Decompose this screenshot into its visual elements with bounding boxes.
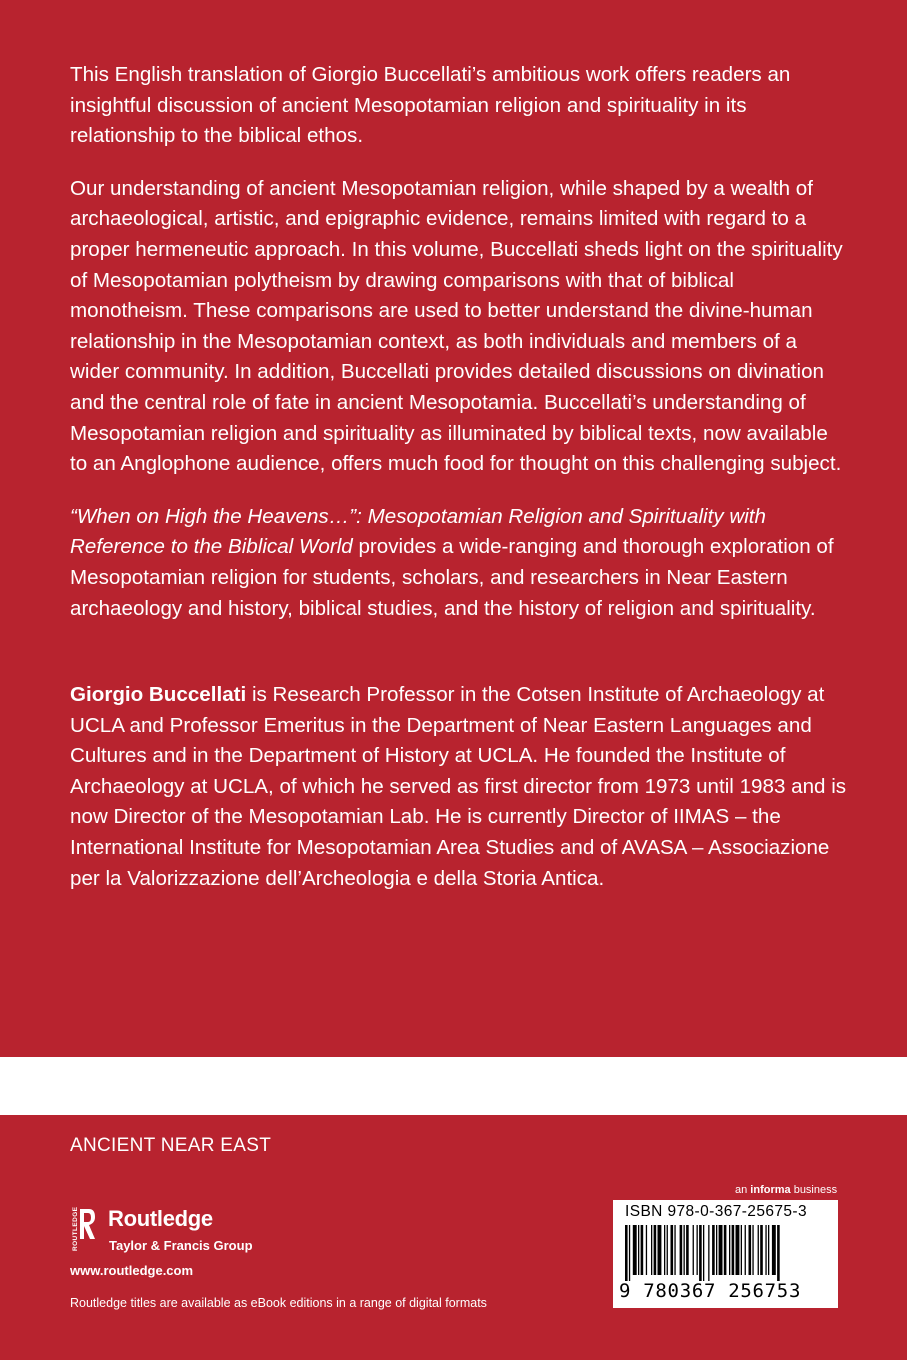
barcode-bar [638, 1225, 639, 1275]
barcode-bar [729, 1225, 730, 1275]
barcode-bar [699, 1225, 702, 1281]
barcode-bar [658, 1225, 662, 1275]
blurb-paragraph-1: This English translation of Giorgio Buccellati’s ambitious work offers readers an insightful discussion of ancient Mesopotamian religion and spirituality in its relationship to the biblical ethos. [70, 63, 791, 148]
publisher-website[interactable]: www.routledge.com [70, 1263, 194, 1278]
barcode-box [613, 1200, 838, 1308]
barcode-bar [736, 1225, 740, 1275]
barcode-bar [703, 1225, 704, 1281]
barcode-bar [724, 1225, 727, 1275]
barcode-bar [712, 1225, 715, 1275]
white-band-divider [0, 1057, 907, 1115]
barcode-bar [697, 1225, 698, 1275]
barcode-bar [646, 1225, 647, 1275]
informa-brand: informa [750, 1184, 791, 1196]
barcode-bar [758, 1225, 759, 1275]
barcode-bar [651, 1225, 652, 1275]
barcode-bar [629, 1225, 630, 1281]
barcode-bar [749, 1225, 752, 1275]
informa-suffix: business [790, 1184, 838, 1196]
blurb-paragraph-3-rest: provides a wide-ranging and thorough exploration of Mesopotamian religion for students, scholars, and researchers in Near Eastern archaeology and history, biblical studies, and the history of religion and spirituality. [70, 535, 834, 620]
barcode-bar [664, 1225, 665, 1275]
blurb-text [70, 60, 850, 916]
barcode-bar [772, 1225, 776, 1275]
author-bio-text: is Research Professor in the Cotsen Institute of Archaeology at UCLA and Professor Emeritus in the Department of Near Eastern Languages and Cultures and in the Department of History at UCLA. He founded the Institute of Archaeology at UCLA, of which he served as first director from 1973 until 1983 and is now Director of the Mesopotamian Lab. He is currently Director of IIMAS – the International Institute for Mesopotamian Area Studies and of AVASA – Associazione per la Valorizzazione dell’Archeologia e della Storia Antica. [70, 683, 847, 890]
barcode-bar [693, 1225, 694, 1275]
barcode-bar [765, 1225, 766, 1275]
barcode-bar [625, 1225, 628, 1281]
barcode-bar [708, 1225, 709, 1281]
ebook-note: Routledge titles are available as eBook editions in a range of digital formats [70, 1296, 487, 1310]
series-label: ANCIENT NEAR EAST [70, 1135, 272, 1156]
logo-vertical-text: ROUTLEDGE [72, 1206, 79, 1251]
barcode-bar [667, 1225, 668, 1275]
isbn-number: ISBN 978-0-367-25675-3 [625, 1203, 807, 1220]
barcode-bar [752, 1225, 753, 1275]
barcode-bar [745, 1225, 746, 1275]
barcode-bar [768, 1225, 769, 1275]
publisher-group: Taylor & Francis Group [109, 1238, 253, 1253]
barcode-digits: 9 780367 256753 [619, 1280, 802, 1302]
barcode-bar [674, 1225, 675, 1275]
author-name: Giorgio Buccellati [70, 683, 247, 707]
routledge-logo-icon [70, 1205, 96, 1253]
barcode-bar [684, 1225, 685, 1275]
barcode-icon [623, 1225, 828, 1281]
informa-tagline [735, 1184, 837, 1196]
barcode-bar [732, 1225, 735, 1275]
barcode-bar [716, 1225, 717, 1275]
barcode-bar [686, 1225, 689, 1275]
barcode-bar [654, 1225, 657, 1275]
barcode-bar [671, 1225, 674, 1275]
informa-prefix: an [735, 1184, 751, 1196]
barcode-bar [741, 1225, 742, 1275]
publisher-name: Routledge [108, 1206, 213, 1231]
barcode-bar [760, 1225, 763, 1275]
blurb-paragraph-3 [70, 502, 850, 624]
barcode-bar [641, 1225, 644, 1275]
barcode-bar [777, 1225, 780, 1281]
blurb-paragraph-2: Our understanding of ancient Mesopotamian religion, while shaped by a wealth of archaeological, artistic, and epigraphic evidence, remains limited with regard to a proper hermeneutic approach. In this volume, Buccellati sheds light on the spirituality of Mesopotamian polytheism by drawing comparisons with that of biblical monotheism. These comparisons are used to better understand the divine-human relationship in the Mesopotamian context, as both individuals and members of a wider community. In addition, Buccellati provides detailed discussions on divination and the central role of fate in ancient Mesopotamia. Buccellati’s understanding of Mesopotamian religion and spirituality as illuminated by biblical texts, now available to an Anglophone audience, offers much food for thought on this challenging subject. [70, 176, 843, 476]
book-title-italic: “When on High the Heavens…”: Mesopotamian Religion and Spirituality with Reference to the Biblical World [70, 504, 766, 559]
barcode-bar [680, 1225, 683, 1275]
barcode-bar [633, 1225, 637, 1275]
barcode-bar [719, 1225, 723, 1275]
logo-r-shape [80, 1209, 95, 1239]
author-bio [70, 680, 850, 894]
